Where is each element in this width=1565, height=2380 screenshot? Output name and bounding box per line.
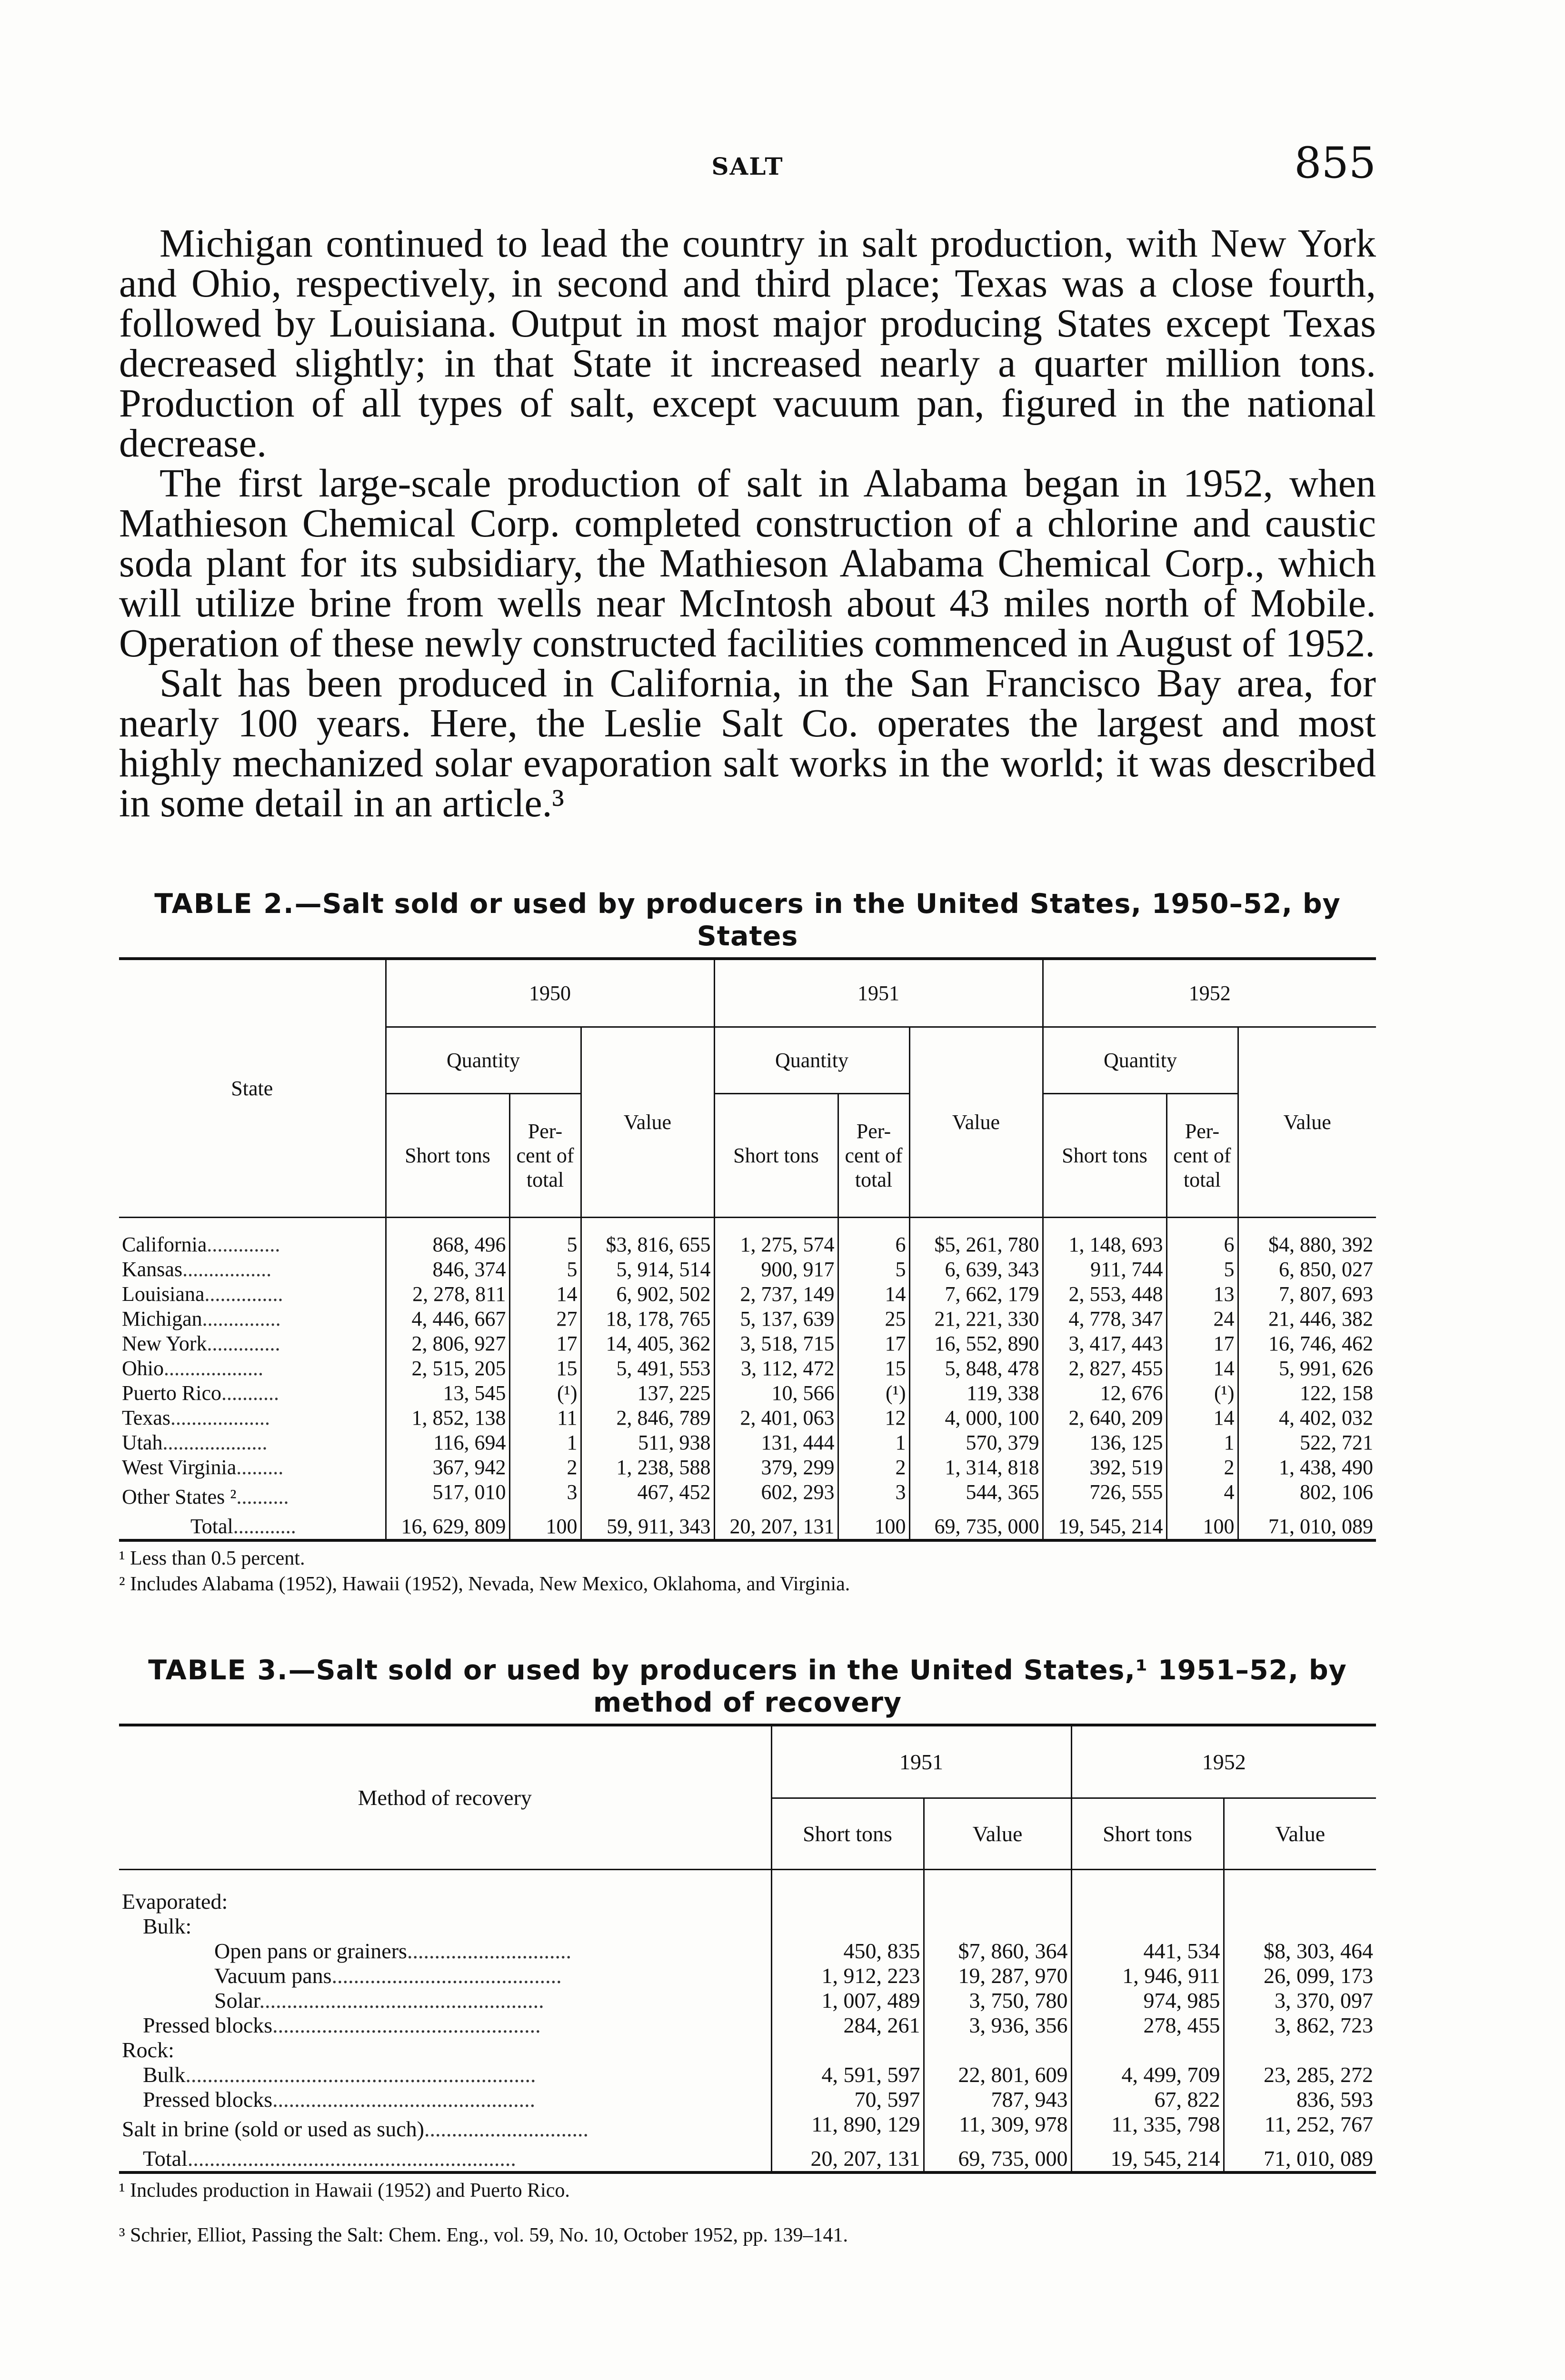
cell: [771, 1869, 924, 1914]
cell: 868, 496: [386, 1217, 509, 1257]
leader-dots: ............: [233, 1514, 296, 1538]
cell: 517, 010: [386, 1480, 509, 1514]
cell: 20, 207, 131: [714, 1514, 838, 1540]
state-name: Kansas: [122, 1257, 183, 1281]
cell: 1: [838, 1430, 909, 1455]
cell: 3, 417, 443: [1043, 1331, 1166, 1356]
cell: 3, 750, 780: [924, 1988, 1071, 2013]
year-header: 1952: [1071, 1726, 1376, 1798]
cell: 25: [838, 1307, 909, 1331]
table-2-title-text: —Salt sold or used by producers in the United States, 1950–52, by States: [294, 888, 1341, 952]
table-row: [119, 1282, 1376, 1307]
cell: 13: [1166, 1282, 1238, 1307]
cell: 441, 534: [1071, 1939, 1224, 1964]
cell: 3: [509, 1480, 581, 1514]
cell: 116, 694: [386, 1430, 509, 1455]
cell: 13, 545: [386, 1381, 509, 1406]
running-head: SALT: [711, 152, 784, 180]
cell: 27: [509, 1307, 581, 1331]
cell: 16, 552, 890: [909, 1331, 1043, 1356]
cell: $3, 816, 655: [581, 1217, 714, 1257]
cell: 787, 943: [924, 2087, 1071, 2112]
cell: 69, 735, 000: [924, 2146, 1071, 2172]
leader-dots: ..............................: [407, 1938, 571, 1963]
state-name: West Virginia: [122, 1455, 237, 1479]
cell: 1, 438, 490: [1238, 1455, 1376, 1480]
leader-dots: ..............: [207, 1232, 280, 1256]
table-2-label: TABLE 2.: [154, 888, 295, 920]
cell: 1: [509, 1430, 581, 1455]
table-3-title-line2: method of recovery: [593, 1687, 902, 1718]
cell: 14: [1166, 1406, 1238, 1430]
cell: 20, 207, 131: [771, 2146, 924, 2172]
year-header: 1951: [771, 1726, 1071, 1798]
table-3-grid: [119, 1726, 1376, 2174]
leader-dots: ..............................: [424, 2116, 588, 2141]
cell: 3, 370, 097: [1224, 1988, 1376, 2013]
table-2-title: [119, 888, 1376, 952]
cell: 2, 640, 209: [1043, 1406, 1166, 1430]
page-header: [119, 138, 1376, 195]
cell: 4, 591, 597: [771, 2063, 924, 2087]
quantity-header: Quantity: [1043, 1027, 1238, 1093]
cell: 100: [838, 1514, 909, 1540]
cell: [924, 2038, 1071, 2063]
year-header: 1952: [1043, 960, 1376, 1027]
cell: 100: [1166, 1514, 1238, 1540]
footnote: ² Includes Alabama (1952), Hawaii (1952), Nevada, New Mexico, Oklahoma, and Virginia.: [119, 1573, 850, 1595]
cell: 6, 639, 343: [909, 1257, 1043, 1282]
cell: 19, 287, 970: [924, 1964, 1071, 1988]
table-row: [119, 1914, 1376, 1939]
cell: 367, 942: [386, 1455, 509, 1480]
footnote: ¹ Includes production in Hawaii (1952) and Puerto Rico.: [119, 2179, 570, 2202]
cell: 11, 309, 978: [924, 2112, 1071, 2146]
cell: 1, 314, 818: [909, 1455, 1043, 1480]
state-name: Michigan: [122, 1307, 202, 1330]
cell: 4, 778, 347: [1043, 1307, 1166, 1331]
cell: (¹): [838, 1381, 909, 1406]
state-name: Texas: [122, 1406, 170, 1429]
cell: 19, 545, 214: [1071, 2146, 1224, 2172]
leader-dots: ...........: [221, 1381, 279, 1405]
state-name: Puerto Rico: [122, 1381, 221, 1405]
cell: 1, 275, 574: [714, 1217, 838, 1257]
cell: 4, 000, 100: [909, 1406, 1043, 1430]
cell: 570, 379: [909, 1430, 1043, 1455]
cell: 2, 278, 811: [386, 1282, 509, 1307]
cell: 3, 936, 356: [924, 2013, 1071, 2038]
table-3-title: [119, 1654, 1376, 1719]
cell: 1: [1166, 1430, 1238, 1455]
state-name: New York: [122, 1331, 207, 1355]
leader-dots: ..........: [236, 1485, 289, 1508]
cell: 69, 735, 000: [909, 1514, 1043, 1540]
leader-dots: ............................................................: [187, 2146, 516, 2171]
cell: [1071, 1869, 1224, 1914]
cell: 17: [838, 1331, 909, 1356]
cell: 6: [838, 1217, 909, 1257]
cell: 70, 597: [771, 2087, 924, 2112]
cell: 22, 801, 609: [924, 2063, 1071, 2087]
method-name: Bulk: [143, 2062, 186, 2087]
cell: 18, 178, 765: [581, 1307, 714, 1331]
cell: $7, 860, 364: [924, 1939, 1071, 1964]
cell: 14, 405, 362: [581, 1331, 714, 1356]
cell: [924, 1869, 1071, 1914]
table-row: [119, 1406, 1376, 1430]
leader-dots: ................................................................: [185, 2062, 536, 2087]
cell: 4, 446, 667: [386, 1307, 509, 1331]
cell: $8, 303, 464: [1224, 1939, 1376, 1964]
cell: 284, 261: [771, 2013, 924, 2038]
total-label: Total: [190, 1514, 233, 1538]
state-name: California: [122, 1232, 207, 1256]
cell: 2, 553, 448: [1043, 1282, 1166, 1307]
cell: 17: [1166, 1331, 1238, 1356]
cell: 131, 444: [714, 1430, 838, 1455]
cell: 1, 912, 223: [771, 1964, 924, 1988]
total-label: Total: [143, 2146, 188, 2171]
cell: 5: [1166, 1257, 1238, 1282]
quantity-header: Quantity: [714, 1027, 909, 1093]
cell: 2: [509, 1455, 581, 1480]
cell: 21, 446, 382: [1238, 1307, 1376, 1331]
cell: 11, 890, 129: [771, 2112, 924, 2146]
cell: 12, 676: [1043, 1381, 1166, 1406]
cell: (¹): [1166, 1381, 1238, 1406]
percent-header: Per- cent of total: [509, 1093, 581, 1217]
cell: [1224, 1869, 1376, 1914]
cell: 836, 593: [1224, 2087, 1376, 2112]
table-2: [119, 888, 1376, 1597]
table-3-title-text: —Salt sold or used by producers in the United States,¹ 1951–52, by: [288, 1655, 1347, 1686]
method-name: Solar: [214, 1988, 259, 2013]
cell: 59, 911, 343: [581, 1514, 714, 1540]
table-row: [119, 1939, 1376, 1964]
cell: 15: [509, 1356, 581, 1381]
leader-dots: ...................: [170, 1406, 270, 1429]
cell: 3, 518, 715: [714, 1331, 838, 1356]
leader-dots: ....................: [162, 1430, 268, 1454]
cell: 1, 148, 693: [1043, 1217, 1166, 1257]
short-tons-header: Short tons: [1071, 1798, 1224, 1869]
table-3-footnotes: [119, 2178, 1376, 2203]
leader-dots: ...................: [164, 1356, 263, 1380]
value-header: Value: [924, 1798, 1071, 1869]
cell: 5, 137, 639: [714, 1307, 838, 1331]
table-row: [119, 1381, 1376, 1406]
method-name: Pressed blocks: [143, 2013, 273, 2037]
cell: 6, 850, 027: [1238, 1257, 1376, 1282]
cell: 4, 499, 709: [1071, 2063, 1224, 2087]
method-name: Evaporated:: [122, 1889, 228, 1914]
table-row: [119, 1988, 1376, 2013]
cell: 21, 221, 330: [909, 1307, 1043, 1331]
cell: 5, 491, 553: [581, 1356, 714, 1381]
cell: 544, 365: [909, 1480, 1043, 1514]
cell: 802, 106: [1238, 1480, 1376, 1514]
cell: 19, 545, 214: [1043, 1514, 1166, 1540]
cell: 467, 452: [581, 1480, 714, 1514]
table-row: [119, 1480, 1376, 1514]
leader-dots: .................: [182, 1257, 272, 1281]
table-row: [119, 1217, 1376, 1257]
cell: 278, 455: [1071, 2013, 1224, 2038]
cell: 5, 914, 514: [581, 1257, 714, 1282]
table-row: [119, 1964, 1376, 1988]
table-2-footnotes: [119, 1546, 1376, 1597]
paragraph: Salt has been produced in California, in the San Francisco Bay area, for nearly 100 years. Here, the Leslie Salt Co. operates the largest and most highly mechanized solar evaporation salt works in the world; it was described in some detail in an article.³: [119, 661, 1376, 825]
cell: 3: [838, 1480, 909, 1514]
cell: 11, 252, 767: [1224, 2112, 1376, 2146]
method-name: Rock:: [122, 2037, 174, 2062]
cell: 2, 846, 789: [581, 1406, 714, 1430]
cell: 100: [509, 1514, 581, 1540]
state-name: Other States ²: [122, 1485, 237, 1508]
table-total-row: [119, 1514, 1376, 1540]
cell: [1071, 2038, 1224, 2063]
cell: 379, 299: [714, 1455, 838, 1480]
cell: 602, 293: [714, 1480, 838, 1514]
cell: 2, 737, 149: [714, 1282, 838, 1307]
cell: 24: [1166, 1307, 1238, 1331]
short-tons-header: Short tons: [1043, 1093, 1166, 1217]
leader-dots: ...............: [204, 1282, 283, 1306]
cell: 2, 401, 063: [714, 1406, 838, 1430]
cell: 900, 917: [714, 1257, 838, 1282]
paragraph: Michigan continued to lead the country in salt production, with New York and Ohio, respectively, in second and third place; Texas was a close fourth, followed by Louisiana. Output in most major producing States except Texas decreased slightly; in that State it increased nearly a quarter million tons. Production of all types of salt, except vacuum pan, figured in the national decrease.: [119, 221, 1376, 466]
method-name: Open pans or grainers: [214, 1938, 407, 1963]
table-total-row: [119, 2146, 1376, 2172]
cell: 16, 629, 809: [386, 1514, 509, 1540]
cell: 17: [509, 1331, 581, 1356]
cell: 5: [838, 1257, 909, 1282]
short-tons-header: Short tons: [386, 1093, 509, 1217]
table-row: [119, 1307, 1376, 1331]
cell: 2: [838, 1455, 909, 1480]
table-row: [119, 1257, 1376, 1282]
cell: [1224, 2038, 1376, 2063]
cell: 1, 238, 588: [581, 1455, 714, 1480]
cell: 14: [838, 1282, 909, 1307]
cell: 3, 112, 472: [714, 1356, 838, 1381]
cell: 67, 822: [1071, 2087, 1224, 2112]
cell: 5, 991, 626: [1238, 1356, 1376, 1381]
cell: [924, 1914, 1071, 1939]
table-row: [119, 1356, 1376, 1381]
cell: 119, 338: [909, 1381, 1043, 1406]
cell: 1, 852, 138: [386, 1406, 509, 1430]
cell: 4, 402, 032: [1238, 1406, 1376, 1430]
table-row: [119, 2038, 1376, 2063]
cell: (¹): [509, 1381, 581, 1406]
cell: [1224, 1914, 1376, 1939]
cell: 1, 946, 911: [1071, 1964, 1224, 1988]
state-header: State: [119, 960, 386, 1217]
cell: 7, 662, 179: [909, 1282, 1043, 1307]
leader-dots: ................................................: [272, 2087, 536, 2112]
cell: 137, 225: [581, 1381, 714, 1406]
cell: 23, 285, 272: [1224, 2063, 1376, 2087]
page-footnote: ³ Schrier, Elliot, Passing the Salt: Chem. Eng., vol. 59, No. 10, October 1952, pp. 139–141.: [119, 2224, 848, 2246]
method-header: Method of recovery: [119, 1726, 771, 1869]
table-row: [119, 1455, 1376, 1480]
leader-dots: .........: [236, 1455, 284, 1479]
cell: $5, 261, 780: [909, 1217, 1043, 1257]
leader-dots: ..........................................: [331, 1963, 562, 1988]
state-name: Ohio: [122, 1356, 164, 1380]
body-text: [119, 221, 1376, 825]
method-name: Vacuum pans: [214, 1963, 332, 1988]
cell: 2, 827, 455: [1043, 1356, 1166, 1381]
cell: 2: [1166, 1455, 1238, 1480]
cell: 392, 519: [1043, 1455, 1166, 1480]
method-name: Pressed blocks: [143, 2087, 273, 2112]
cell: 11, 335, 798: [1071, 2112, 1224, 2146]
cell: 4: [1166, 1480, 1238, 1514]
cell: 450, 835: [771, 1939, 924, 1964]
leader-dots: ....................................................: [259, 1988, 544, 2013]
table-row: [119, 2013, 1376, 2038]
cell: 12: [838, 1406, 909, 1430]
cell: 71, 010, 089: [1238, 1514, 1376, 1540]
cell: [1071, 1914, 1224, 1939]
cell: 26, 099, 173: [1224, 1964, 1376, 1988]
method-name: Salt in brine (sold or used as such): [122, 2116, 424, 2141]
table-row: [119, 1869, 1376, 1914]
cell: $4, 880, 392: [1238, 1217, 1376, 1257]
cell: [771, 2038, 924, 2063]
leader-dots: ...............: [202, 1307, 281, 1330]
cell: 14: [509, 1282, 581, 1307]
value-header: Value: [909, 1027, 1043, 1217]
cell: 911, 744: [1043, 1257, 1166, 1282]
year-header: 1950: [386, 960, 714, 1027]
short-tons-header: Short tons: [771, 1798, 924, 1869]
cell: 6, 902, 502: [581, 1282, 714, 1307]
table-row: [119, 2087, 1376, 2112]
table-2-grid: [119, 960, 1376, 1542]
percent-header: Per- cent of total: [1166, 1093, 1238, 1217]
cell: 511, 938: [581, 1430, 714, 1455]
cell: 15: [838, 1356, 909, 1381]
cell: 2, 515, 205: [386, 1356, 509, 1381]
cell: 5: [509, 1217, 581, 1257]
cell: 974, 985: [1071, 1988, 1224, 2013]
cell: 7, 807, 693: [1238, 1282, 1376, 1307]
state-name: Utah: [122, 1430, 163, 1454]
paragraph: The first large-scale production of salt in Alabama began in 1952, when Mathieson Chemical Corp. completed construction of a chlorine and caustic soda plant for its subsidiary, the Mathieson Alabama Chemical Corp., which will utilize brine from wells near McIntosh about 43 miles north of Mobile. Operation of these newly constructed facilities commenced in August of 1952.: [119, 461, 1376, 665]
cell: 5: [509, 1257, 581, 1282]
cell: 11: [509, 1406, 581, 1430]
leader-dots: .................................................: [272, 2013, 541, 2037]
table-3-label: TABLE 3.: [148, 1655, 289, 1686]
short-tons-header: Short tons: [714, 1093, 838, 1217]
cell: [771, 1914, 924, 1939]
cell: 2, 806, 927: [386, 1331, 509, 1356]
cell: 726, 555: [1043, 1480, 1166, 1514]
cell: 846, 374: [386, 1257, 509, 1282]
cell: 71, 010, 089: [1224, 2146, 1376, 2172]
cell: 122, 158: [1238, 1381, 1376, 1406]
cell: 6: [1166, 1217, 1238, 1257]
cell: 14: [1166, 1356, 1238, 1381]
table-row: [119, 2063, 1376, 2087]
percent-header: Per- cent of total: [838, 1093, 909, 1217]
quantity-header: Quantity: [386, 1027, 581, 1093]
cell: 5, 848, 478: [909, 1356, 1043, 1381]
value-header: Value: [581, 1027, 714, 1217]
value-header: Value: [1224, 1798, 1376, 1869]
table-3: [119, 1654, 1376, 2248]
leader-dots: ..............: [207, 1331, 280, 1355]
cell: 136, 125: [1043, 1430, 1166, 1455]
cell: 1, 007, 489: [771, 1988, 924, 2013]
state-name: Louisiana: [122, 1282, 205, 1306]
table-row: [119, 1430, 1376, 1455]
footnote: ¹ Less than 0.5 percent.: [119, 1547, 305, 1569]
cell: 10, 566: [714, 1381, 838, 1406]
year-header: 1951: [714, 960, 1043, 1027]
table-row: [119, 2112, 1376, 2146]
table-row: [119, 1331, 1376, 1356]
method-name: Bulk:: [143, 1914, 192, 1938]
cell: 3, 862, 723: [1224, 2013, 1376, 2038]
page-number: 855: [1294, 138, 1376, 188]
cell: 522, 721: [1238, 1430, 1376, 1455]
value-header: Value: [1238, 1027, 1376, 1217]
cell: 16, 746, 462: [1238, 1331, 1376, 1356]
